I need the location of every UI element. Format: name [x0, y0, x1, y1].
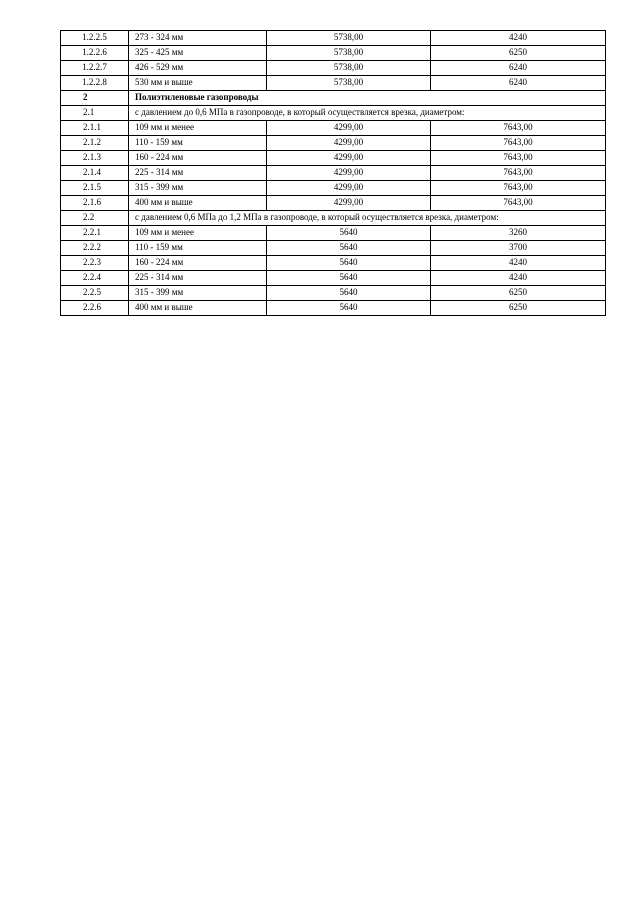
row-diameter: 160 - 224 мм — [129, 151, 267, 166]
row-value-1: 5640 — [267, 271, 431, 286]
row-diameter: 110 - 159 мм — [129, 136, 267, 151]
table-row — [61, 151, 606, 166]
row-number: 2.2.3 — [61, 256, 129, 271]
row-value-2: 7643,00 — [431, 196, 606, 211]
table-row — [61, 241, 606, 256]
row-diameter: 110 - 159 мм — [129, 241, 267, 256]
table-row — [61, 271, 606, 286]
row-value-2: 4240 — [431, 256, 606, 271]
table-row — [61, 76, 606, 91]
table-row — [61, 286, 606, 301]
row-value-2: 4240 — [431, 31, 606, 46]
row-value-1: 4299,00 — [267, 196, 431, 211]
row-value-2: 6250 — [431, 286, 606, 301]
row-value-2: 4240 — [431, 271, 606, 286]
row-diameter: 160 - 224 мм — [129, 256, 267, 271]
row-diameter: 315 - 399 мм — [129, 181, 267, 196]
row-diameter: 225 - 314 мм — [129, 166, 267, 181]
row-value-1: 4299,00 — [267, 151, 431, 166]
row-number: 2.1.3 — [61, 151, 129, 166]
row-value-2: 6250 — [431, 301, 606, 316]
row-value-2: 6250 — [431, 46, 606, 61]
section-number: 2 — [61, 91, 129, 106]
row-number: 1.2.2.6 — [61, 46, 129, 61]
row-value-2: 6240 — [431, 61, 606, 76]
row-value-2: 7643,00 — [431, 151, 606, 166]
row-diameter: 109 мм и менее — [129, 121, 267, 136]
row-value-1: 4299,00 — [267, 166, 431, 181]
row-number: 2.1.5 — [61, 181, 129, 196]
row-number: 2.2.2 — [61, 241, 129, 256]
row-value-2: 7643,00 — [431, 136, 606, 151]
row-value-1: 4299,00 — [267, 181, 431, 196]
row-number: 2.2.6 — [61, 301, 129, 316]
table-row — [61, 166, 606, 181]
table-row — [61, 61, 606, 76]
row-diameter: 400 мм и выше — [129, 301, 267, 316]
row-number: 1.2.2.8 — [61, 76, 129, 91]
row-value-1: 5640 — [267, 226, 431, 241]
row-value-1: 4299,00 — [267, 136, 431, 151]
group-title: с давлением до 0,6 МПа в газопроводе, в который осуществляется врезка, диаметром: — [129, 106, 606, 121]
row-diameter: 426 - 529 мм — [129, 61, 267, 76]
row-value-1: 5738,00 — [267, 76, 431, 91]
row-value-1: 5640 — [267, 301, 431, 316]
row-number: 2.2.5 — [61, 286, 129, 301]
row-diameter: 325 - 425 мм — [129, 46, 267, 61]
row-value-2: 3260 — [431, 226, 606, 241]
row-number: 2.1.6 — [61, 196, 129, 211]
row-number: 2.1.4 — [61, 166, 129, 181]
row-diameter: 315 - 399 мм — [129, 286, 267, 301]
row-number: 2.1.1 — [61, 121, 129, 136]
table-row — [61, 31, 606, 46]
row-value-1: 5738,00 — [267, 31, 431, 46]
row-value-2: 3700 — [431, 241, 606, 256]
group-heading-row — [61, 211, 606, 226]
table-row — [61, 121, 606, 136]
table-row — [61, 226, 606, 241]
row-diameter: 400 мм и выше — [129, 196, 267, 211]
row-number: 2.2.1 — [61, 226, 129, 241]
row-value-1: 5640 — [267, 256, 431, 271]
table-row — [61, 256, 606, 271]
group-heading-row — [61, 106, 606, 121]
table-row — [61, 301, 606, 316]
row-diameter: 273 - 324 мм — [129, 31, 267, 46]
row-value-1: 5640 — [267, 286, 431, 301]
row-diameter: 530 мм и выше — [129, 76, 267, 91]
row-value-1: 5738,00 — [267, 61, 431, 76]
group-number: 2.1 — [61, 106, 129, 121]
row-number: 2.1.2 — [61, 136, 129, 151]
table-row — [61, 136, 606, 151]
tariff-table — [60, 30, 606, 316]
section-title: Полиэтиленовые газопроводы — [129, 91, 606, 106]
row-value-1: 5738,00 — [267, 46, 431, 61]
row-number: 1.2.2.7 — [61, 61, 129, 76]
row-value-1: 5640 — [267, 241, 431, 256]
row-number: 1.2.2.5 — [61, 31, 129, 46]
group-title: с давлением 0,6 МПа до 1,2 МПа в газопроводе, в который осуществляется врезка, диаметром: — [129, 211, 606, 226]
row-value-2: 7643,00 — [431, 166, 606, 181]
section-heading-row — [61, 91, 606, 106]
row-value-2: 7643,00 — [431, 181, 606, 196]
table-row — [61, 196, 606, 211]
row-diameter: 109 мм и менее — [129, 226, 267, 241]
table-row — [61, 181, 606, 196]
row-diameter: 225 - 314 мм — [129, 271, 267, 286]
table-row — [61, 46, 606, 61]
row-number: 2.2.4 — [61, 271, 129, 286]
row-value-2: 7643,00 — [431, 121, 606, 136]
row-value-2: 6240 — [431, 76, 606, 91]
row-value-1: 4299,00 — [267, 121, 431, 136]
group-number: 2.2 — [61, 211, 129, 226]
